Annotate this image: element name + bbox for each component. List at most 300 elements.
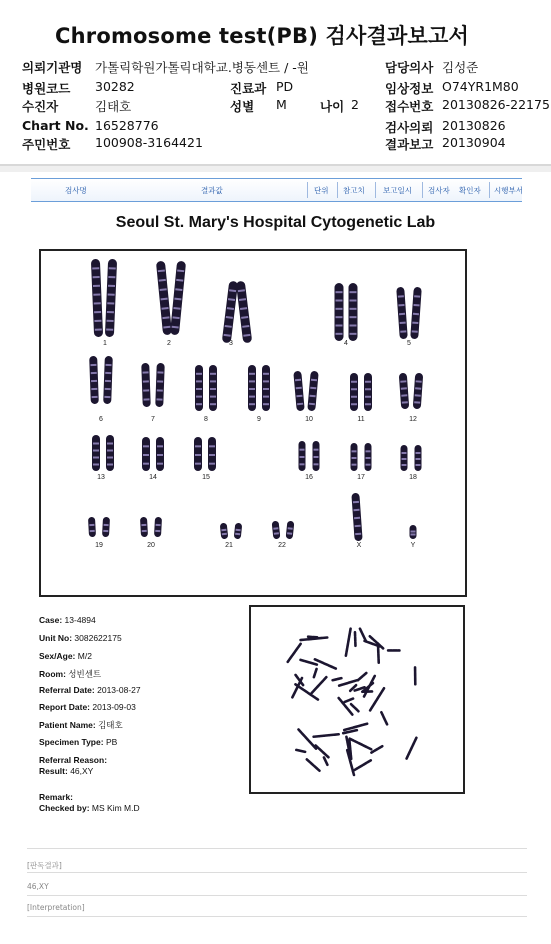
metaphase-chromosome	[358, 673, 366, 680]
tab-unit[interactable]: 단위	[314, 186, 329, 195]
metaphase-chromosome	[346, 629, 351, 656]
chromosome-pair-7	[141, 363, 165, 407]
chromosome-shape	[293, 371, 304, 412]
chromosome-shape	[154, 517, 162, 537]
case-value: MS Kim M.D	[91, 803, 140, 813]
chromosome-band	[156, 524, 161, 526]
chromosome-band	[157, 463, 163, 465]
chromosome-band	[157, 454, 163, 456]
metaphase-image	[249, 605, 465, 794]
chromosome-band	[95, 328, 102, 330]
tab-test-name[interactable]: 검사명	[65, 186, 87, 195]
chromosome-band	[351, 388, 357, 390]
info-row-receipt-no	[385, 97, 550, 115]
chromosome-band	[143, 380, 149, 382]
tab-reference[interactable]: 참고치	[343, 186, 365, 195]
info-label: 성별	[230, 99, 255, 114]
info-value: 100908-3164421	[95, 135, 203, 150]
chromosome-band	[402, 452, 407, 454]
chromosome-label: 18	[409, 474, 417, 481]
chromosome-pair-13	[92, 435, 114, 471]
chromosome-band	[402, 464, 407, 466]
chromosome-pair-10	[293, 371, 318, 412]
chromosome-band	[401, 394, 407, 396]
chromosome-band	[263, 373, 269, 375]
chromosome-shape	[102, 517, 110, 537]
chromosome-band	[210, 388, 216, 390]
info-row-report-date	[385, 135, 506, 153]
chromosome-shape	[106, 435, 114, 471]
chromosome-pair-20	[140, 517, 162, 537]
chromosome-shape	[399, 373, 409, 409]
chromosome-band	[196, 388, 202, 390]
tab-divider	[375, 182, 376, 198]
chromosome-label: 1	[103, 340, 107, 347]
chromosome-band	[94, 311, 101, 313]
chromosome-band	[413, 313, 419, 315]
chromosome-band	[314, 449, 319, 451]
chromosome-band	[352, 457, 357, 459]
metaphase-chromosome	[314, 734, 339, 736]
chromosome-band	[94, 302, 101, 304]
metaphase-chromosome	[332, 678, 341, 680]
chromosome-label: 6	[99, 416, 103, 423]
chromosome-pair-Y	[410, 525, 417, 539]
case-detail-row	[39, 719, 123, 731]
chromosome-label: 20	[147, 542, 155, 549]
chromosome-band	[210, 373, 216, 375]
chromosome-band	[92, 267, 99, 269]
info-value: M	[276, 97, 287, 112]
chromosome-pair-12	[399, 373, 423, 409]
case-detail-row	[39, 755, 107, 765]
info-value: 20130826	[442, 118, 506, 133]
chromosome-band	[336, 308, 343, 310]
chromosome-band	[105, 364, 111, 366]
case-label: Report Date:	[39, 702, 91, 712]
chromosome-band	[352, 464, 357, 466]
case-label: Sex/Age:	[39, 651, 76, 661]
chromosome-band	[314, 463, 319, 465]
chromosome-pair-4	[335, 283, 358, 341]
karyogram-svg	[41, 251, 465, 595]
info-value: 2	[351, 97, 359, 112]
info-row-hospital-code	[22, 79, 135, 97]
metaphase-chromosome	[324, 757, 327, 764]
chromosome-band	[109, 267, 116, 269]
chromosome-band	[196, 396, 202, 398]
info-value: 가톨릭학원가톨릭대학교.병동센트 / -원	[95, 60, 309, 75]
chromosome-band	[107, 443, 113, 445]
chromosome-band	[143, 445, 149, 447]
info-row-doctor	[385, 58, 479, 76]
metaphase-chromosome	[353, 760, 371, 771]
chromosome-label: 19	[95, 542, 103, 549]
metaphase-chromosome	[407, 738, 417, 759]
chromosome-band	[354, 517, 360, 519]
case-result-row	[39, 766, 93, 776]
metaphase-chromosome	[350, 739, 372, 750]
case-value: 46,XY	[70, 766, 94, 776]
footer-divider	[27, 916, 527, 917]
info-label: 임상정보	[385, 81, 434, 96]
chromosome-band	[415, 394, 421, 396]
chromosome-band	[90, 364, 96, 366]
chromosome-band	[249, 388, 255, 390]
tab-department[interactable]: 시행부서	[494, 186, 523, 195]
chromosome-band	[210, 396, 216, 398]
chromosome-band	[365, 381, 371, 383]
chromosome-label: 8	[204, 416, 208, 423]
metaphase-chromosome	[381, 712, 387, 724]
chromosome-band	[353, 501, 359, 503]
chromosome-band	[94, 320, 101, 322]
chromosome-band	[366, 457, 371, 459]
chromosome-band	[351, 403, 357, 405]
info-value: 20130826-22175	[442, 97, 550, 112]
chromosome-band	[249, 373, 255, 375]
chromosome-band	[366, 464, 371, 466]
chromosome-band	[402, 401, 408, 403]
metaphase-chromosome	[364, 676, 375, 697]
case-label: Referral Reason:	[39, 755, 108, 765]
footer-divider	[27, 848, 527, 849]
case-detail-row	[39, 737, 117, 747]
chromosome-band	[91, 372, 97, 374]
info-label: Chart No.	[22, 118, 89, 133]
chromosome-band	[209, 445, 215, 447]
info-label: 접수번호	[385, 99, 434, 114]
footer-divider	[27, 872, 527, 873]
chromosome-shape	[105, 259, 117, 337]
chromosome-pair-8	[195, 365, 217, 411]
chromosome-band	[398, 295, 404, 297]
chromosome-band	[365, 396, 371, 398]
chromosome-label: 2	[167, 340, 171, 347]
chromosome-band	[355, 525, 361, 527]
case-value: M/2	[77, 651, 92, 661]
case-detail-row	[39, 685, 141, 695]
chromosome-label: 22	[278, 542, 286, 549]
chromosome-shape	[91, 259, 103, 337]
chromosome-band	[411, 531, 416, 533]
chromosome-band	[107, 311, 114, 313]
chromosome-band	[366, 450, 371, 452]
chromosome-pair-2	[156, 261, 186, 336]
chromosome-pair-21	[220, 523, 243, 540]
metaphase-chromosome	[296, 750, 305, 752]
chromosome-band	[196, 403, 202, 405]
chromosome-band	[143, 398, 149, 400]
chromosome-band	[414, 401, 420, 403]
chromosome-band	[263, 403, 269, 405]
chromosome-pair-14	[142, 437, 164, 471]
chromosome-shape	[88, 517, 96, 537]
chromosome-band	[157, 389, 163, 391]
chromosome-band	[157, 380, 163, 382]
chromosome-band	[263, 380, 269, 382]
chromosome-band	[351, 396, 357, 398]
chromosome-label: 21	[225, 542, 233, 549]
chromosome-band	[90, 530, 95, 532]
tab-result-value[interactable]: 결과값	[201, 186, 223, 195]
case-value: 2013-08-27	[97, 685, 141, 695]
chromosome-band	[263, 388, 269, 390]
tab-report-time[interactable]: 보고일시	[383, 186, 412, 195]
case-value: 김태호	[98, 720, 123, 730]
chromosome-label: 3	[229, 340, 233, 347]
tab-divider	[337, 182, 338, 198]
metaphase-chromosome	[351, 704, 358, 711]
tab-confirmer[interactable]: 확인자	[459, 186, 481, 195]
metaphase-chromosome	[307, 759, 320, 770]
case-value: 3082622175	[74, 633, 122, 643]
tab-tester[interactable]: 검사자	[428, 186, 450, 195]
chromosome-label: 11	[357, 416, 365, 423]
chromosome-band	[196, 373, 202, 375]
case-detail-row	[39, 633, 122, 643]
info-label: 담당의사	[385, 60, 434, 75]
info-value: 16528776	[95, 118, 159, 133]
chromosome-band	[350, 333, 357, 335]
chromosome-pair-9	[248, 365, 270, 411]
chromosome-pair-15	[194, 437, 216, 471]
info-row-institution	[22, 58, 309, 76]
interpretation-label-en: [Interpretation]	[27, 903, 85, 912]
chromosome-label: Y	[410, 542, 416, 549]
case-label: Room:	[39, 669, 66, 679]
chromosome-band	[336, 291, 343, 293]
chromosome-band	[401, 387, 407, 389]
case-detail-row	[39, 702, 136, 712]
metaphase-chromosome	[312, 677, 327, 693]
chromosome-band	[92, 396, 98, 398]
metaphase-chromosome	[371, 746, 382, 752]
info-label: 나이	[320, 99, 345, 114]
chromosome-pair-5	[396, 287, 422, 339]
chromosome-band	[400, 330, 406, 332]
chromosome-band	[93, 276, 100, 278]
chromosome-band	[336, 333, 343, 335]
chromosome-band	[210, 403, 216, 405]
chromosome-band	[411, 534, 416, 536]
chromosome-band	[402, 458, 407, 460]
chromosome-band	[350, 308, 357, 310]
metaphase-chromosome	[299, 730, 316, 749]
case-label: Specimen Type:	[39, 737, 104, 747]
chromosome-band	[209, 454, 215, 456]
chromosome-pair-22	[272, 521, 295, 540]
metaphase-chromosome	[308, 637, 318, 638]
chromosome-shape	[286, 521, 295, 540]
chromosome-band	[93, 293, 100, 295]
info-value: 김태호	[95, 99, 132, 114]
chromosome-band	[142, 530, 147, 532]
result-column-header	[31, 178, 522, 202]
chromosome-pair-3	[222, 281, 252, 344]
chromosome-band	[89, 524, 94, 526]
chromosome-band	[300, 449, 305, 451]
chromosome-shape	[413, 373, 423, 409]
chromosome-band	[416, 452, 421, 454]
chromosome-label: X	[356, 542, 362, 549]
chromosome-band	[91, 388, 97, 390]
chromosome-label: 10	[305, 416, 313, 423]
chromosome-band	[355, 533, 361, 535]
case-label: Result:	[39, 766, 68, 776]
chromosome-band	[416, 458, 421, 460]
report-header	[0, 0, 551, 166]
chromosome-band	[353, 509, 359, 511]
chromosome-pair-18	[401, 445, 422, 471]
chromosome-band	[107, 450, 113, 452]
case-label: Checked by:	[39, 803, 90, 813]
header-divider	[0, 166, 551, 172]
chromosome-pair-11	[350, 373, 372, 411]
info-value: 20130904	[442, 135, 506, 150]
info-label: 병원코드	[22, 81, 71, 96]
info-value: PD	[276, 79, 294, 94]
chromosome-band	[107, 302, 114, 304]
chromosome-shape	[350, 373, 358, 411]
chromosome-shape	[272, 521, 281, 540]
chromosome-band	[195, 445, 201, 447]
chromosome-band	[93, 285, 100, 287]
lab-title: Seoul St. Mary's Hospital Cytogenetic Lab	[115, 214, 436, 231]
metaphase-chromosome	[315, 659, 336, 668]
metaphase-chromosome	[314, 669, 317, 677]
chromosome-band	[104, 524, 109, 526]
chromosome-shape	[364, 373, 372, 411]
chromosome-band	[156, 398, 162, 400]
chromosome-band	[300, 463, 305, 465]
info-row-request-date	[385, 118, 506, 136]
case-label: Case:	[39, 615, 63, 625]
chromosome-label: 14	[149, 474, 157, 481]
info-row-department	[230, 79, 294, 97]
chromosome-band	[108, 285, 115, 287]
info-row-sex	[230, 97, 287, 115]
chromosome-band	[413, 304, 419, 306]
case-detail-row	[39, 792, 73, 802]
chromosome-pair-19	[88, 517, 110, 537]
info-value: 30282	[95, 79, 135, 94]
chromosome-band	[105, 388, 111, 390]
metaphase-chromosome	[344, 699, 353, 703]
metaphase-svg	[251, 607, 463, 792]
chromosome-band	[103, 530, 108, 532]
chromosome-band	[155, 530, 160, 532]
chromosome-band	[104, 396, 110, 398]
chromosome-band	[414, 295, 420, 297]
chromosome-shape	[140, 517, 148, 537]
chromosome-band	[105, 372, 111, 374]
case-detail-row	[39, 615, 96, 625]
chromosome-band	[314, 456, 319, 458]
chromosome-label: 4	[344, 340, 348, 347]
case-detail-row	[39, 651, 92, 661]
chromosome-shape	[92, 435, 100, 471]
tab-divider	[422, 182, 423, 198]
chromosome-band	[196, 380, 202, 382]
chromosome-band	[143, 463, 149, 465]
chromosome-band	[249, 396, 255, 398]
info-row-age	[320, 97, 359, 115]
tab-divider	[489, 182, 490, 198]
chromosome-band	[336, 300, 343, 302]
chromosome-band	[400, 322, 406, 324]
interpretation-result: 46,XY	[27, 882, 49, 891]
chromosome-band	[351, 381, 357, 383]
interpretation-label-ko: [판독결과]	[27, 861, 62, 870]
chromosome-pair-1	[91, 259, 117, 337]
chromosome-label: 17	[357, 474, 365, 481]
chromosome-band	[300, 456, 305, 458]
chromosome-band	[365, 388, 371, 390]
chromosome-label: 9	[257, 416, 261, 423]
info-label: 의뢰기관명	[22, 60, 83, 75]
info-row-patient	[22, 97, 132, 115]
chromosome-band	[157, 445, 163, 447]
chromosome-band	[350, 300, 357, 302]
chromosome-band	[143, 454, 149, 456]
chromosome-band	[105, 380, 111, 382]
chromosome-label: 16	[305, 474, 313, 481]
info-row-clinical-info	[385, 79, 519, 97]
chromosome-band	[400, 380, 406, 382]
metaphase-chromosome	[288, 644, 301, 662]
chromosome-band	[416, 464, 421, 466]
chromosome-band	[412, 330, 418, 332]
chromosome-band	[143, 371, 149, 373]
info-row-chart-no	[22, 118, 159, 133]
info-label: 수진자	[22, 99, 59, 114]
chromosome-band	[336, 325, 343, 327]
case-label: Patient Name:	[39, 720, 96, 730]
chromosome-band	[107, 464, 113, 466]
info-label: 주민번호	[22, 137, 71, 152]
chromosome-band	[336, 316, 343, 318]
chromosome-band	[365, 403, 371, 405]
case-detail-row	[39, 668, 101, 680]
chromosome-band	[91, 380, 97, 382]
chromosome-band	[107, 320, 114, 322]
chromosome-label: 15	[202, 474, 210, 481]
case-value: 13-4894	[64, 615, 96, 625]
chromosome-band	[249, 380, 255, 382]
chromosome-pair-X	[351, 493, 362, 541]
chromosome-band	[108, 293, 115, 295]
chromosome-band	[350, 316, 357, 318]
chromosome-pair-16	[299, 441, 320, 471]
metaphase-chromosome	[339, 680, 357, 685]
chromosome-label: 12	[409, 416, 417, 423]
info-label: 진료과	[230, 81, 267, 96]
info-label: 결과보고	[385, 137, 434, 152]
metaphase-chromosome	[316, 745, 329, 757]
case-label: Unit No:	[39, 633, 73, 643]
case-value: 성빈센트	[68, 669, 102, 679]
chromosome-band	[195, 463, 201, 465]
tab-divider	[307, 182, 308, 198]
chromosome-band	[263, 396, 269, 398]
chromosome-band	[398, 304, 404, 306]
chromosome-band	[106, 328, 113, 330]
chromosome-band	[195, 454, 201, 456]
chromosome-pair-17	[351, 443, 372, 471]
footer-divider	[27, 895, 527, 896]
case-label: Referral Date:	[39, 685, 95, 695]
